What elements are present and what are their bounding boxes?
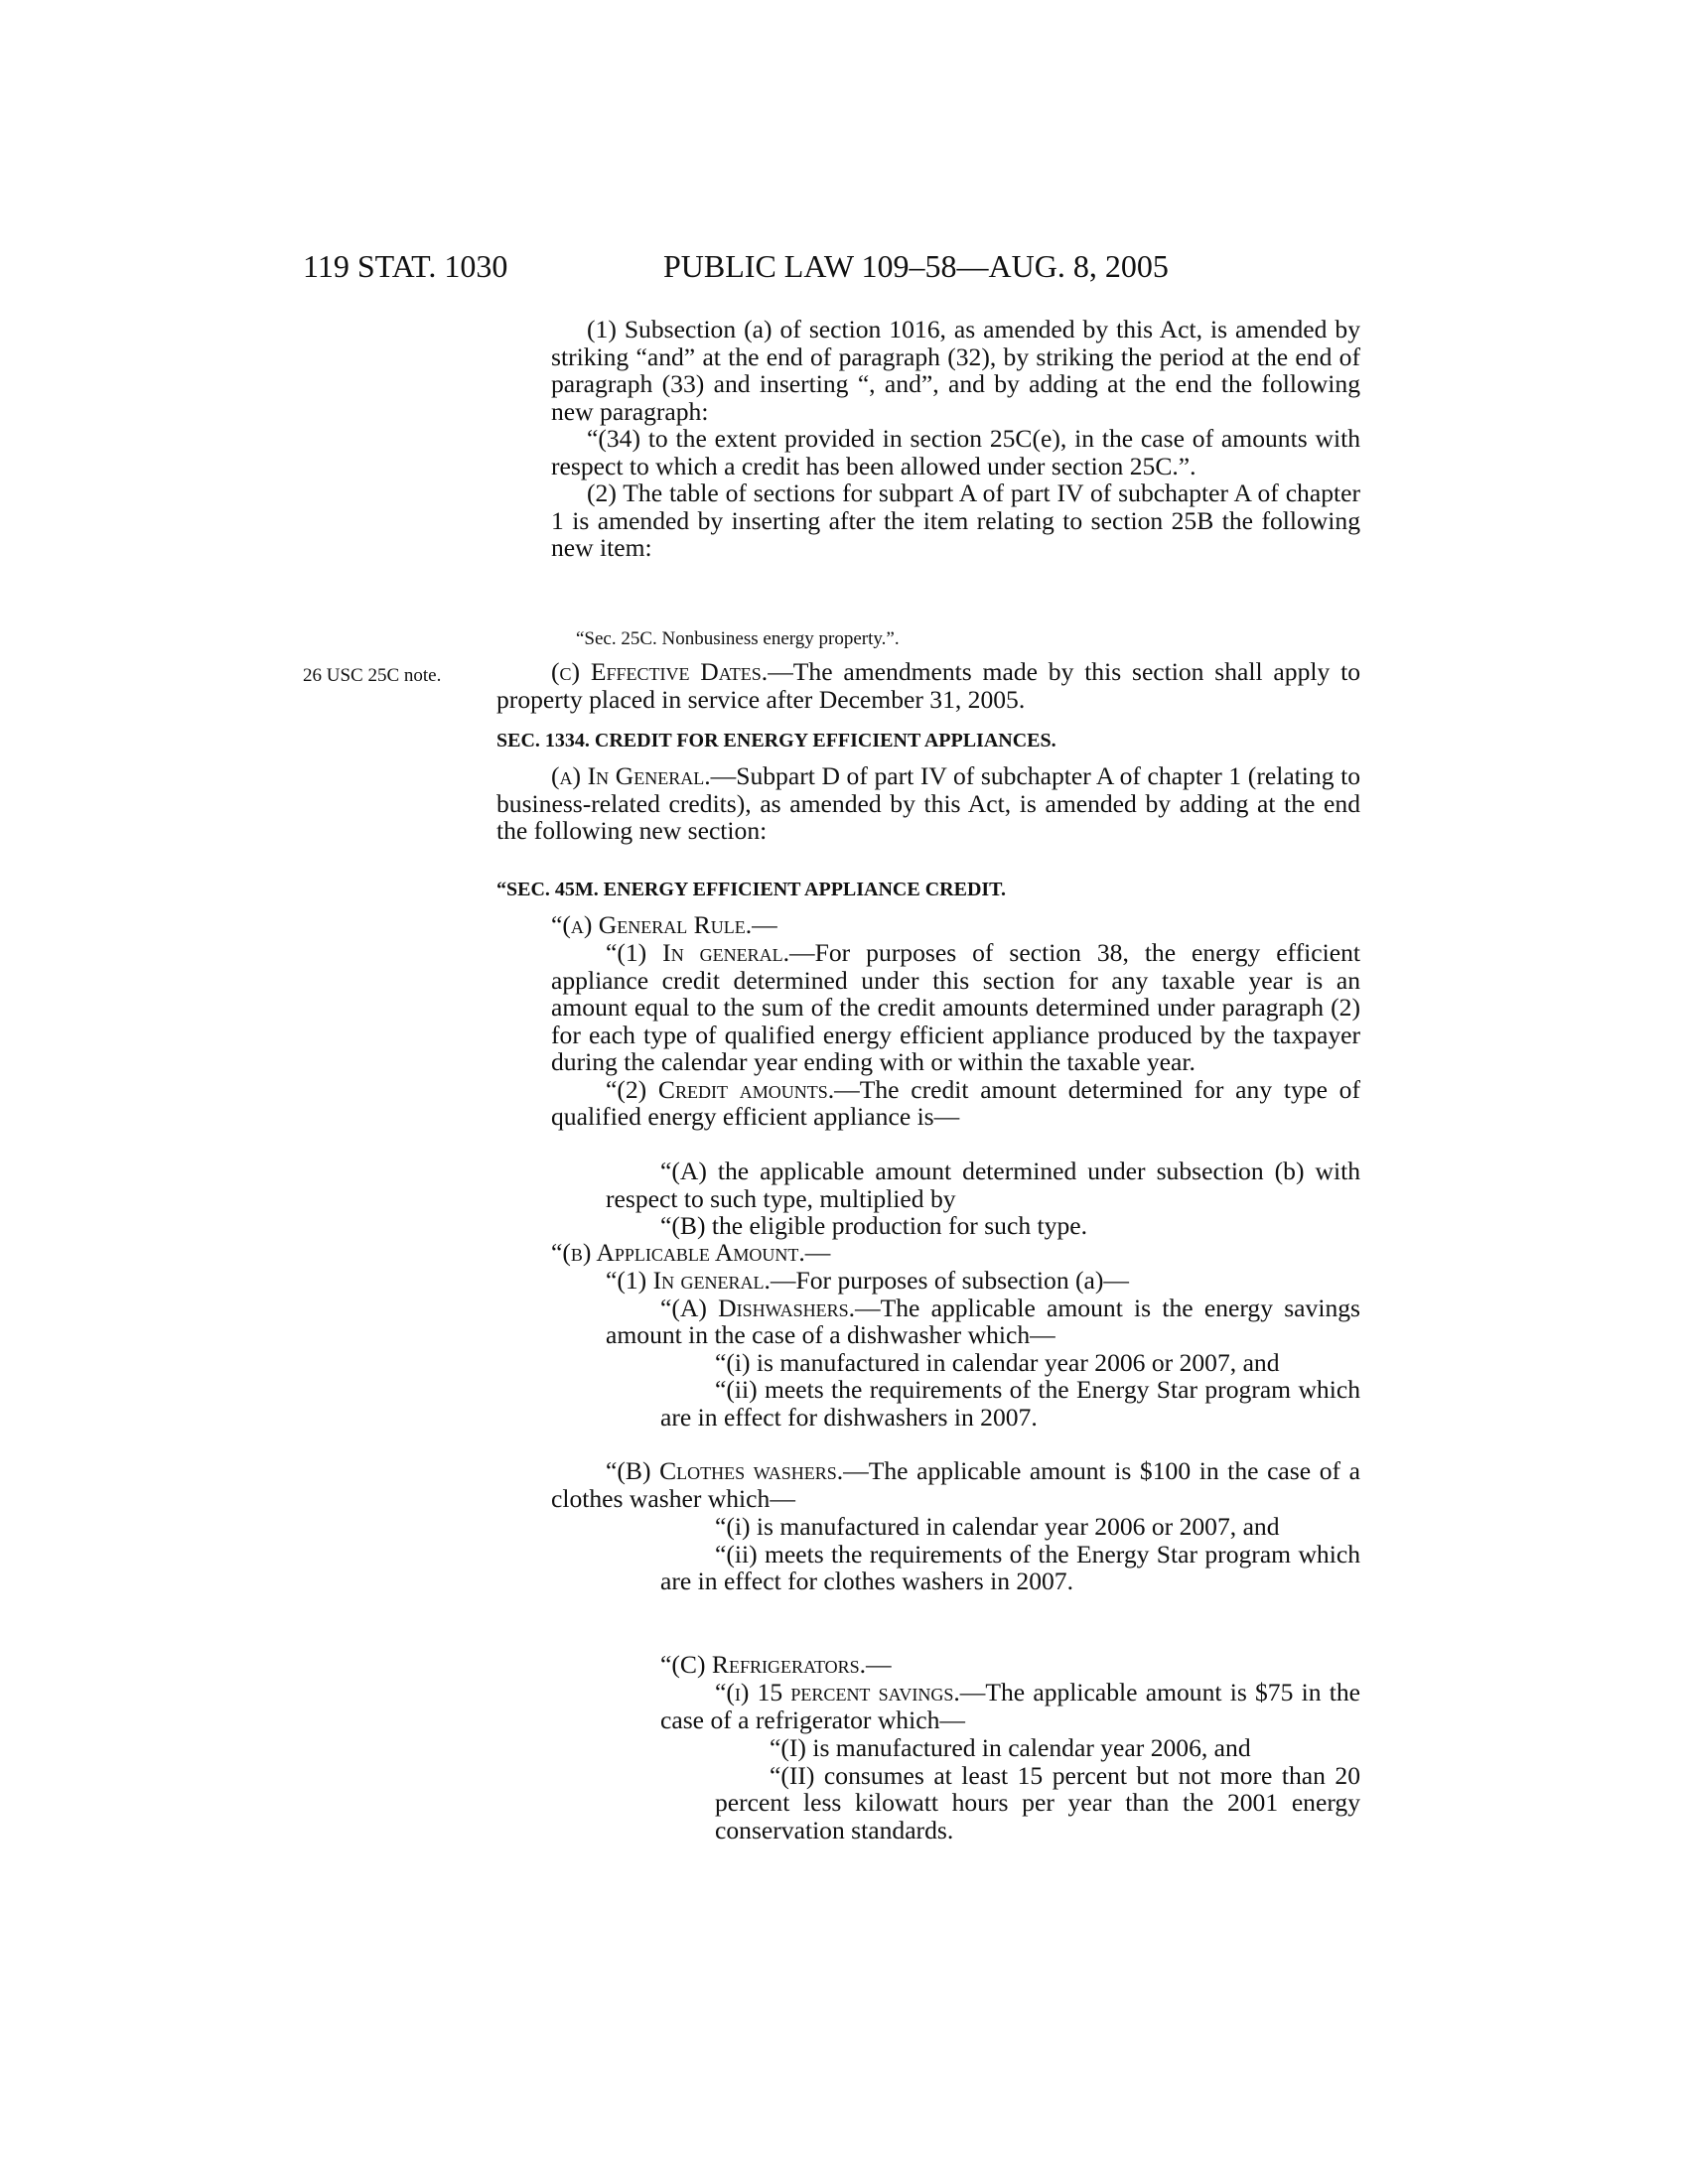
stat-page-number: 119 STAT. 1030	[303, 248, 508, 284]
paragraph-b1-list	[606, 1267, 1360, 1431]
a1-heading: “(1) In general.	[606, 938, 790, 967]
b1-heading: “(1) In general.	[606, 1266, 771, 1295]
b1B-heading: “(B) Clothes washers.	[606, 1456, 844, 1485]
paragraph-1334-a	[496, 762, 1360, 845]
paragraph-b1B-items	[660, 1513, 1360, 1595]
para-c-heading: (c) Effective Dates.	[551, 657, 769, 686]
section-45m-heading: “SEC. 45M. ENERGY EFFICIENT APPLIANCE CREDIT.	[496, 879, 1007, 900]
a2B-text: “(B) the eligible production for such type.	[660, 1211, 1087, 1240]
b1Aii-text: “(ii) meets the requirements of the Energy Star program which are in effect for dishwashers in 2007.	[660, 1375, 1360, 1432]
para-b2-text: (2) The table of sections for subpart A of part IV of subchapter A of chapter 1 is amended by inserting after the item relating to section 25B the following new item:	[551, 478, 1360, 562]
b1Ai-text: “(i) is manufactured in calendar year 2006 or 2007, and	[715, 1347, 1280, 1377]
b1B-body: —The applicable amount is $100 in the case of a clothes washer which—	[551, 1456, 1360, 1513]
a2-heading: “(2) Credit amounts.	[606, 1074, 835, 1104]
table-of-sections-item: “Sec. 25C. Nonbusiness energy property.”.	[576, 628, 900, 649]
b1Bii-text: “(ii) meets the requirements of the Energy Star program which are in effect for clothes washers in 2007.	[660, 1539, 1360, 1595]
margin-note: 26 USC 25C note.	[303, 665, 442, 686]
b1A-body: —The applicable amount is the energy savings amount in the case of a dishwasher which—	[606, 1293, 1361, 1349]
section-1334-heading: SEC. 1334. CREDIT FOR ENERGY EFFICIENT APPLIANCES.	[496, 730, 1056, 751]
b1CiI-text: “(I) is manufactured in calendar year 2006, and	[770, 1733, 1251, 1762]
para-b1-34-text: “(34) to the extent provided in section 25C(e), in the case of amounts with respect to which a credit has been allowed under section 25C.”.	[551, 424, 1360, 480]
subsection-b-heading: “(b) Applicable Amount.—	[551, 1238, 831, 1267]
para-c-body: —The amendments made by this section shall apply to property placed in service after December 31, 2005.	[496, 657, 1361, 714]
paragraph-a1	[551, 939, 1360, 1131]
subsection-a-heading: “(a) General Rule.—	[551, 910, 777, 939]
paragraph-a2-sub	[551, 1158, 1360, 1240]
para-1334a-heading: (a) In General.	[551, 761, 711, 790]
para-b1-text: (1) Subsection (a) of section 1016, as amended by this Act, is amended by striking “and” at the end of paragraph (32), by striking the period at the end of paragraph (33) and inserting “, and”, and by adding at the end the following new paragraph:	[551, 315, 1360, 426]
a2A-text: “(A) the applicable amount determined under subsection (b) with respect to such type, multiplied by	[606, 1157, 1360, 1213]
para-1334a-body: —Subpart D of part IV of subchapter A of chapter 1 (relating to business-related credits), as amended by this Act, is amended by adding at the end the following new section:	[496, 761, 1361, 845]
paragraph-c	[496, 658, 1360, 713]
a1-body: —For purposes of section 38, the energy efficient appliance credit determined under this section for any taxable year is an amount equal to the sum of the credit amounts determined under paragraph (2) for each type of qualified energy efficient appliance produced by the taxpayer during the calendar year ending with or within the taxable year.	[551, 938, 1360, 1076]
b1CiII-text: “(II) consumes at least 15 percent but not more than 20 percent less kilowatt hours per year than the 2001 energy conservation standards.	[715, 1760, 1360, 1844]
b1Ci-heading: “(i) 15 percent savings.	[715, 1678, 960, 1706]
paragraph-b1Ci-items	[715, 1734, 1360, 1843]
b1C-heading: “(C) Refrigerators.—	[660, 1650, 892, 1679]
a2-body: —The credit amount determined for any type of qualified energy efficient appliance is—	[551, 1074, 1360, 1131]
b1-body: —For purposes of subsection (a)—	[770, 1266, 1130, 1295]
paragraph-b1Ci	[660, 1679, 1360, 1733]
b1A-heading: “(A) Dishwashers.	[660, 1293, 856, 1322]
paragraph-b1	[551, 316, 1360, 562]
b1Bi-text: “(i) is manufactured in calendar year 2006 or 2007, and	[715, 1512, 1280, 1541]
paragraph-b1B	[551, 1457, 1360, 1512]
running-header: PUBLIC LAW 109–58—AUG. 8, 2005	[663, 248, 1169, 284]
b1Ci-body: —The applicable amount is $75 in the case of a refrigerator which—	[660, 1678, 1360, 1734]
